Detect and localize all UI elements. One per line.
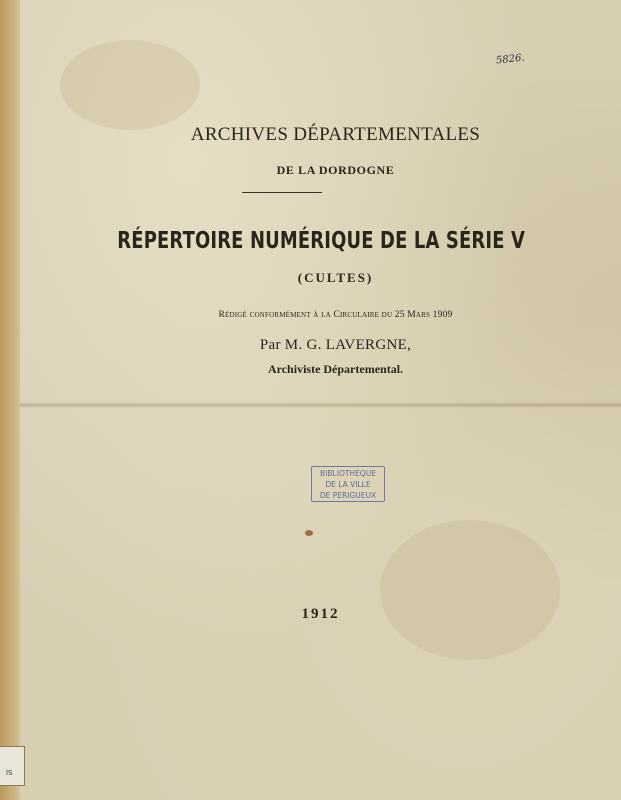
- binding-edge: [0, 0, 20, 800]
- compliance-note: Rédigé conformément à la Circulaire du 25 Mars 1909: [218, 310, 453, 320]
- ink-spot: [305, 530, 313, 536]
- library-stamp: [311, 466, 385, 502]
- stamp-line-1: BIBLIOTHEQUE: [320, 469, 376, 478]
- institution-line-2: DE LA DORDOGNE: [276, 163, 395, 177]
- main-title: RÉPERTOIRE NUMÉRIQUE DE LA SÉRIE V: [117, 228, 526, 254]
- paper-stain: [60, 40, 200, 130]
- publication-year: 1912: [301, 606, 340, 622]
- fold-crease: [20, 402, 621, 408]
- catalog-mark: 5826.: [495, 52, 526, 67]
- institution-line-1: ARCHIVES DÉPARTEMENTALES: [190, 124, 481, 145]
- shelf-label-text: lS: [6, 769, 13, 777]
- stamp-line-3: DE PERIGUEUX: [319, 491, 377, 500]
- shelf-label: [0, 746, 25, 786]
- title-divider: [242, 192, 322, 193]
- author-line: Par M. G. LAVERGNE,: [259, 337, 412, 353]
- stamp-line-2: DE LA VILLE: [325, 480, 371, 489]
- paper-stain: [380, 520, 560, 660]
- subtitle: (CULTES): [297, 270, 374, 285]
- author-role: Archiviste Départemental.: [267, 362, 404, 376]
